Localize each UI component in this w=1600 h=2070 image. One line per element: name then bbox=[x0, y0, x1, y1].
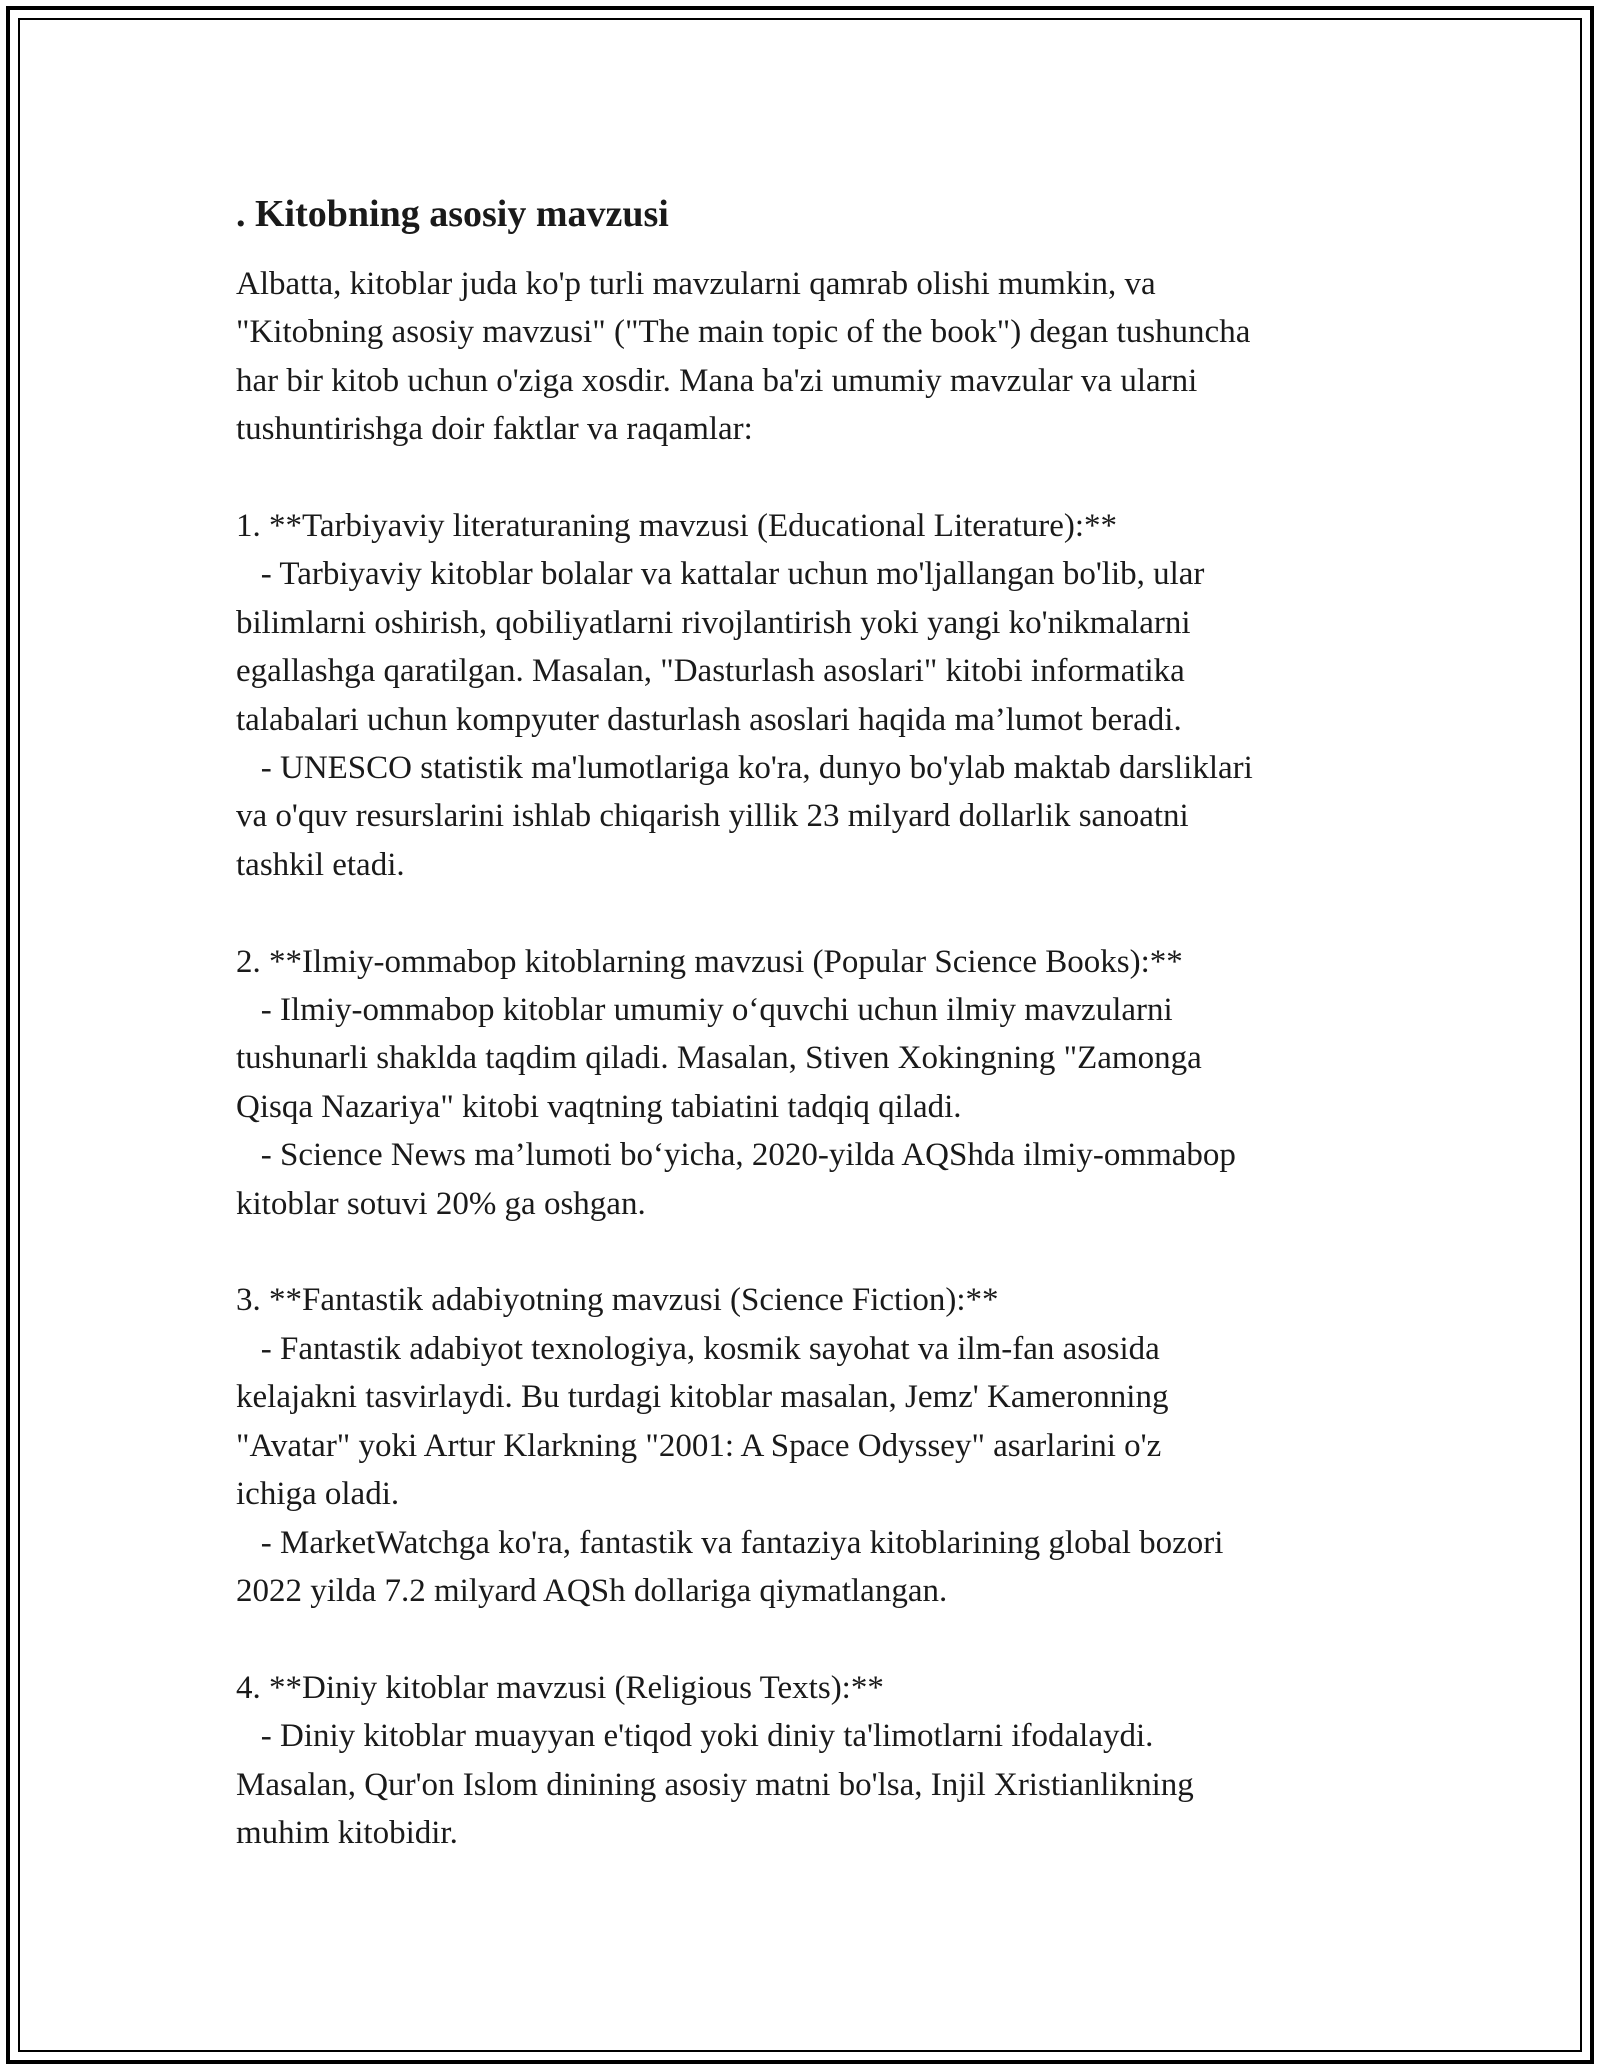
intro-paragraph bbox=[236, 260, 1416, 454]
intro-line: Albatta, kitoblar juda ko'p turli mavzularni qamrab olishi mumkin, va bbox=[236, 266, 1156, 302]
section-line: 2022 yilda 7.2 milyard AQSh dollariga qiymatlangan. bbox=[236, 1572, 948, 1609]
section-line: - Ilmiy-ommabop kitoblar umumiy o‘quvchi uchun ilmiy mavzularni bbox=[236, 992, 1173, 1029]
section-popular-science bbox=[236, 938, 1416, 1228]
section-line: ichiga oladi. bbox=[236, 1476, 400, 1513]
section-line: - Fantastik adabiyot texnologiya, kosmik sayohat va ilm-fan asosida bbox=[236, 1330, 1160, 1367]
section-educational bbox=[236, 502, 1416, 889]
section-religious bbox=[236, 1664, 1416, 1858]
section-line: - UNESCO statistik ma'lumotlariga ko'ra, dunyo bo'ylab maktab darsliklari bbox=[236, 750, 1253, 787]
paragraph-gap bbox=[236, 1228, 1416, 1276]
section-line: bilimlarni oshirish, qobiliyatlarni rivojlantirish yoki yangi ko'nikmalarni bbox=[236, 604, 1191, 641]
paragraph-gap bbox=[236, 1615, 1416, 1663]
section-line: kitoblar sotuvi 20% ga oshgan. bbox=[236, 1185, 646, 1222]
intro-line: tushuntirishga doir faktlar va raqamlar: bbox=[236, 411, 753, 448]
section-line: talabalari uchun kompyuter dasturlash asoslari haqida ma’lumot beradi. bbox=[236, 701, 1182, 738]
section-heading: 3. **Fantastik adabiyotning mavzusi (Science Fiction):** bbox=[236, 1282, 999, 1319]
section-line: - Science News ma’lumoti bo‘yicha, 2020-yilda AQShda ilmiy-ommabop bbox=[236, 1137, 1236, 1174]
section-line: tushunarli shaklda taqdim qiladi. Masalan, Stiven Xokingning "Zamonga bbox=[236, 1040, 1202, 1077]
section-line: kelajakni tasvirlaydi. Bu turdagi kitoblar masalan, Jemz' Kameronning bbox=[236, 1379, 1169, 1416]
section-heading: 1. **Tarbiyaviy literaturaning mavzusi (Educational Literature):** bbox=[236, 508, 1118, 545]
section-line: Qisqa Nazariya" kitobi vaqtning tabiatini tadqiq qiladi. bbox=[236, 1088, 962, 1125]
section-line: - Diniy kitoblar muayyan e'tiqod yoki diniy ta'limotlarni ifodalaydi. bbox=[236, 1718, 1154, 1755]
section-line: muhim kitobidir. bbox=[236, 1814, 458, 1851]
intro-line: har bir kitob uchun o'ziga xosdir. Mana ba'zi umumiy mavzular va ularni bbox=[236, 362, 1198, 399]
section-science-fiction bbox=[236, 1276, 1416, 1615]
paragraph-gap bbox=[236, 454, 1416, 502]
section-heading: 2. **Ilmiy-ommabop kitoblarning mavzusi (Popular Science Books):** bbox=[236, 943, 1183, 980]
section-line: - MarketWatchga ko'ra, fantastik va fantaziya kitoblarining global bozori bbox=[236, 1524, 1224, 1561]
section-line: - Tarbiyaviy kitoblar bolalar va kattalar uchun mo'ljallangan bo'lib, ular bbox=[236, 556, 1205, 593]
document-title: . Kitobning asosiy mavzusi bbox=[236, 193, 669, 235]
section-line: Masalan, Qur'on Islom dinining asosiy matni bo'lsa, Injil Xristianlikning bbox=[236, 1766, 1194, 1803]
section-heading: 4. **Diniy kitoblar mavzusi (Religious Texts):** bbox=[236, 1669, 884, 1706]
section-line: "Avatar" yoki Artur Klarkning "2001: A Space Odyssey" asarlarini o'z bbox=[236, 1427, 1162, 1464]
section-line: egallashga qaratilgan. Masalan, "Dasturlash asoslari" kitobi informatika bbox=[236, 653, 1185, 690]
document-body bbox=[236, 188, 1416, 1857]
section-line: va o'quv resurslarini ishlab chiqarish yillik 23 milyard dollarlik sanoatni bbox=[236, 798, 1189, 835]
intro-line: "Kitobning asosiy mavzusi" ("The main topic of the book") degan tushuncha bbox=[236, 314, 1251, 351]
paragraph-gap bbox=[236, 889, 1416, 937]
section-line: tashkil etadi. bbox=[236, 846, 405, 883]
